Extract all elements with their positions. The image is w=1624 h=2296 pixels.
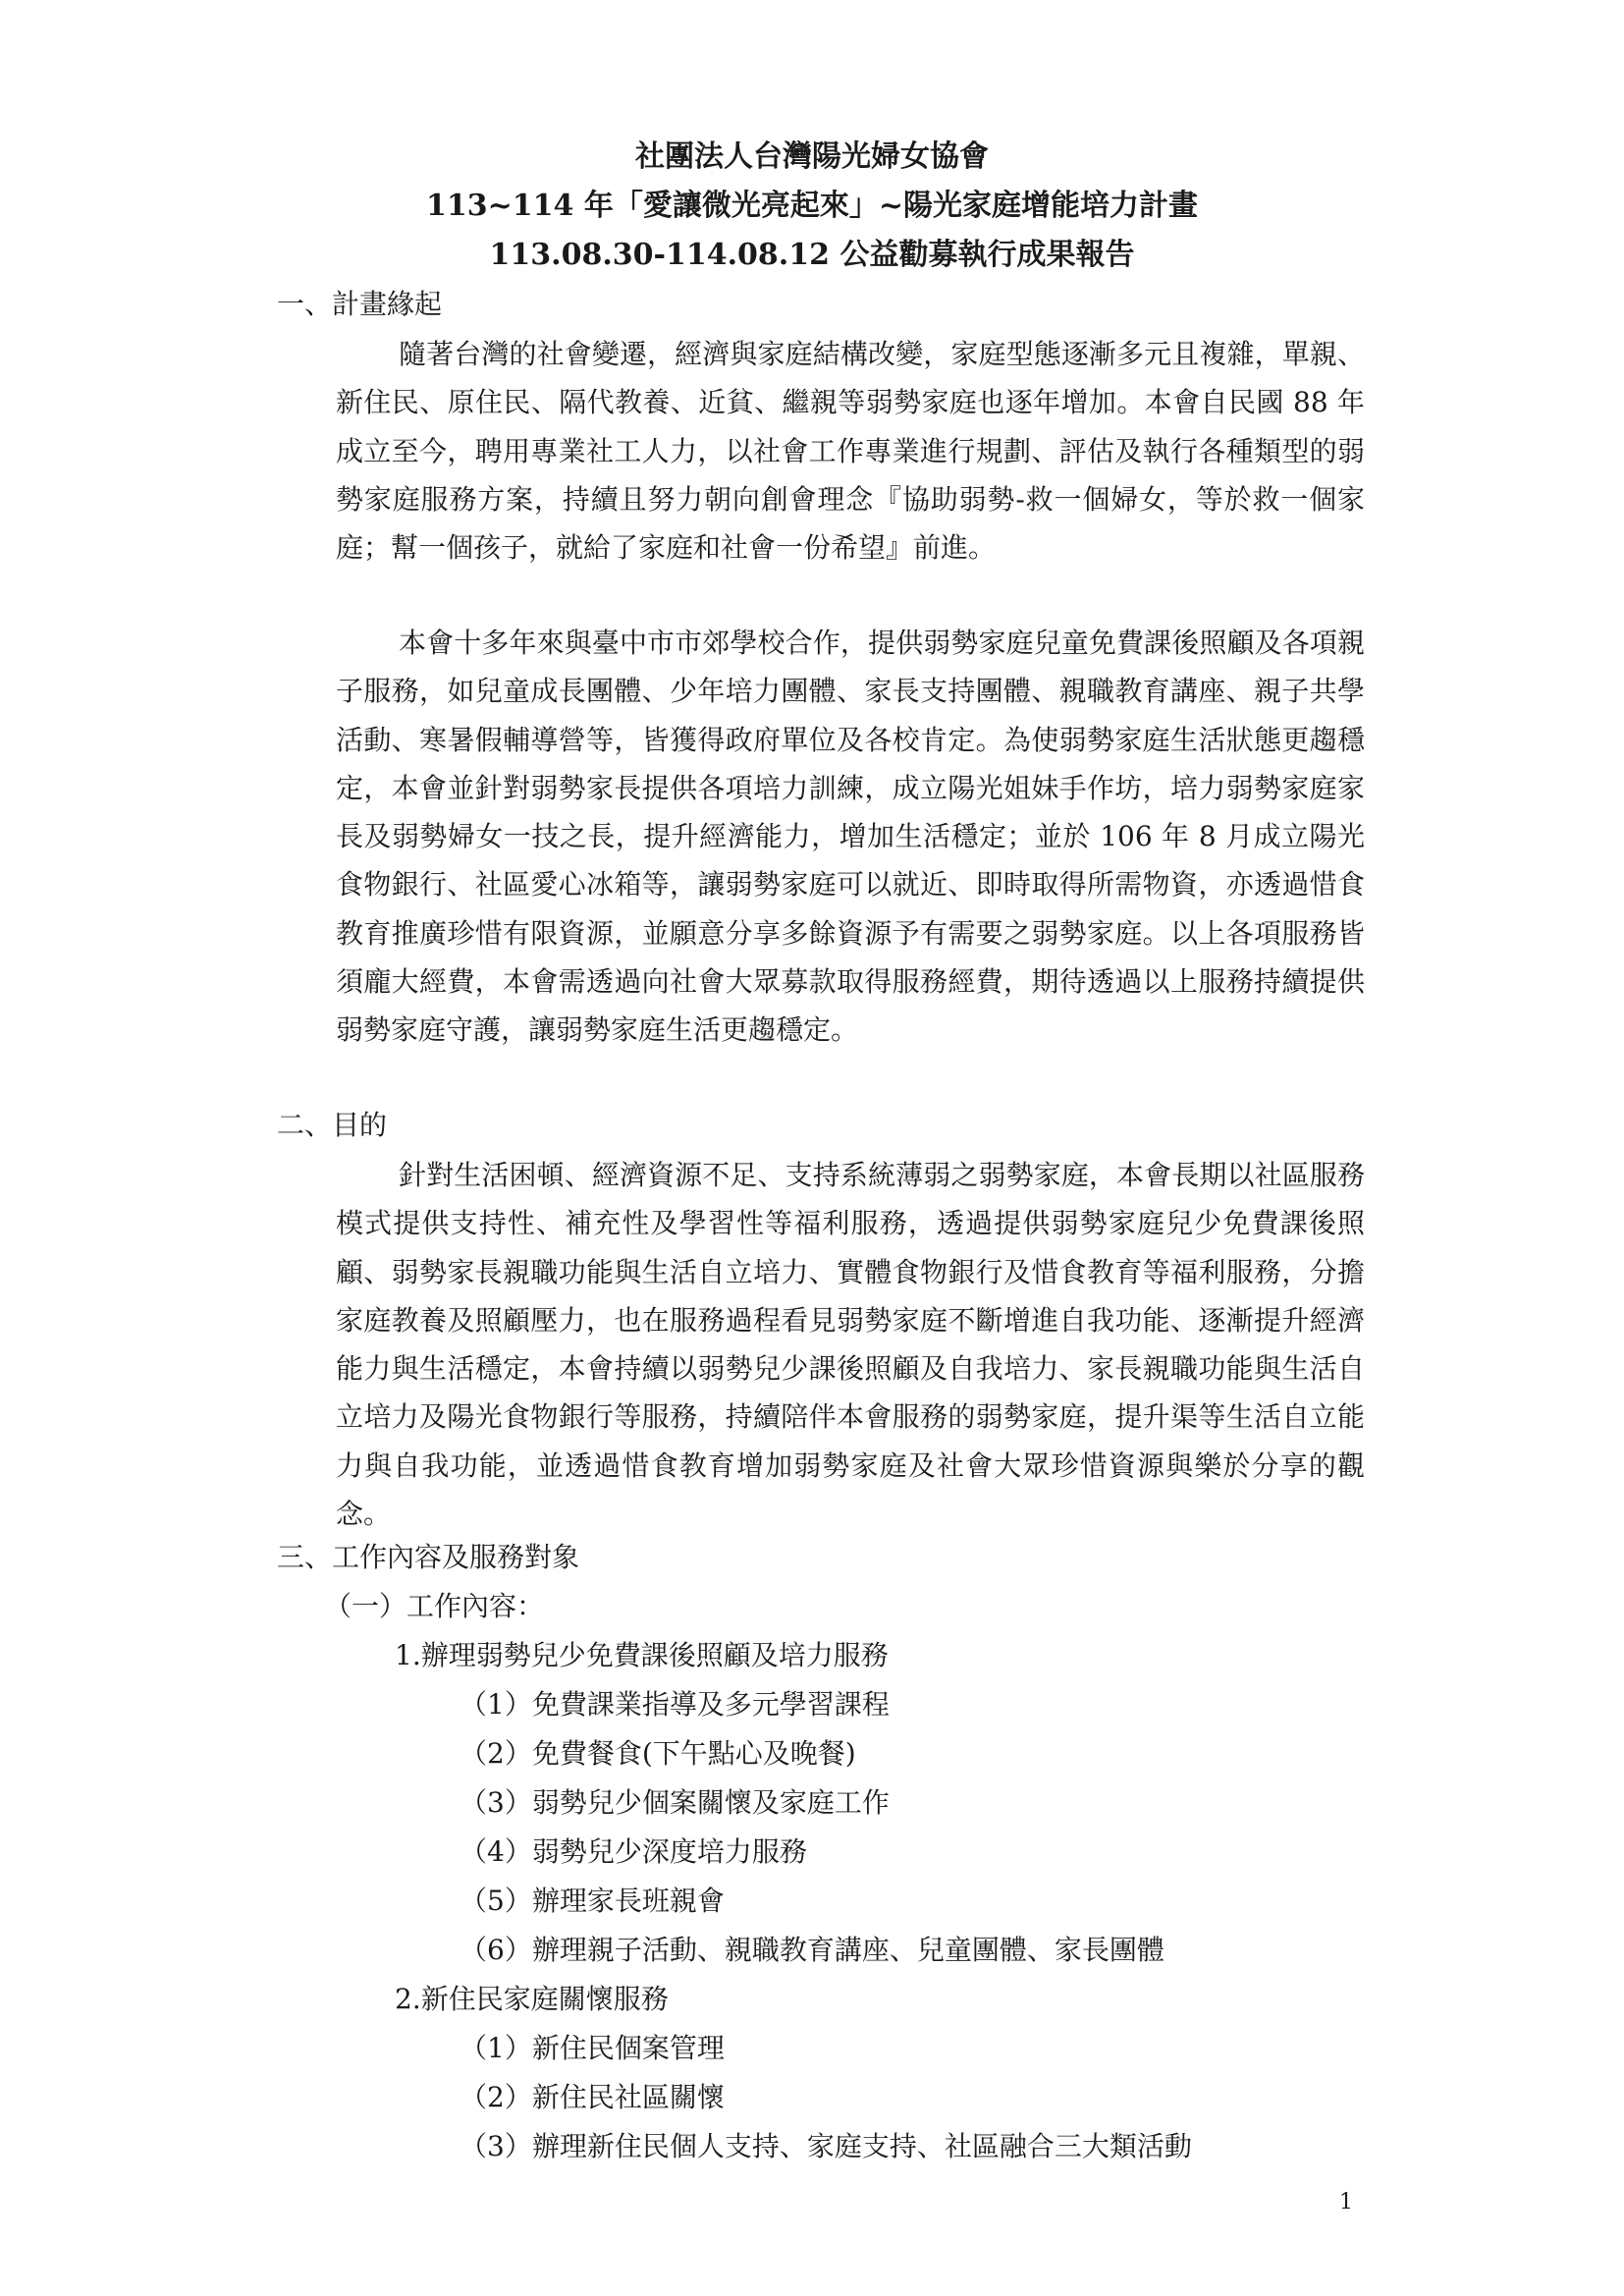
list-subitem: （2）免費餐食(下午點心及晚餐) — [460, 1737, 856, 1770]
paragraph-origin-2: 本會十多年來與臺中市市郊學校合作，提供弱勢家庭兒童免費課後照顧及各項親子服務，如兒童成長團體、少年培力團體、家長支持團體、親職教育講座、親子共學活動、寒暑假輔導營等，皆獲得政府單位及各校肯定。為使弱勢家庭生活狀態更趨穩定，本會並針對弱勢家長提供各項培力訓練，成立陽光姐妹手作坊，培力弱勢家庭家長及弱勢婦女一技之長，提升經濟能力，增加生活穩定；並於 106 年 8 月成立陽光食物銀行、社區愛心冰箱等，讓弱勢家庭可以就近、即時取得所需物資，亦透過惜食教育推廣珍惜有限資源，並願意分享多餘資源予有需要之弱勢家庭。以上各項服務皆須龐大經費，本會需透過向社會大眾募款取得服務經費，期待透過以上服務持續提供弱勢家庭守護，讓弱勢家庭生活更趨穩定。 — [336, 627, 1365, 1047]
report-title: 113.08.30-114.08.12 公益勸募執行成果報告 — [489, 238, 1135, 272]
paragraph-origin-1: 隨著台灣的社會變遷，經濟與家庭結構改變，家庭型態逐漸多元且複雜，單親、新住民、原住民、隔代教養、近貧、繼親等弱勢家庭也逐年增加。本會自民國 88 年成立至今，聘用專業社工人力，以社會工作專業進行規劃、評估及執行各種類型的弱勢家庭服務方案，持續且努力朝向創會理念『協助弱勢-救一個婦女，等於救一個家庭；幫一個孩子，就給了家庭和社會一份希望』前進。 — [336, 338, 1365, 565]
list-subitem: （3）弱勢兒少個案關懷及家庭工作 — [460, 1786, 890, 1819]
paragraph-purpose: 針對生活困頓、經濟資源不足、支持系統薄弱之弱勢家庭，本會長期以社區服務模式提供支持性、補充性及學習性等福利服務，透過提供弱勢家庭兒少免費課後照顧、弱勢家長親職功能與生活自立培力、實體食物銀行及惜食教育等福利服務，分擔家庭教養及照顧壓力，也在服務過程看見弱勢家庭不斷增進自我功能、逐漸提升經濟能力與生活穩定，本會持續以弱勢兒少課後照顧及自我培力、家長親職功能與生活自立培力及陽光食物銀行等服務，持續陪伴本會服務的弱勢家庭，提升渠等生活自立能力與自我功能，並透過惜食教育增加弱勢家庭及社會大眾珍惜資源與樂於分享的觀念。 — [336, 1159, 1365, 1531]
project-title: 113~114 年「愛讓微光亮起來」~陽光家庭增能培力計畫 — [426, 189, 1198, 223]
list-item-new-resident-care: 2.新住民家庭關懷服務 — [395, 1983, 669, 2015]
list-subitem: （1）免費課業指導及多元學習課程 — [460, 1688, 890, 1721]
page-number: 1 — [1339, 2190, 1353, 2214]
list-subitem: （2）新住民社區關懷 — [460, 2081, 725, 2113]
org-title: 社團法人台灣陽光婦女協會 — [635, 139, 989, 174]
list-subitem: （6）辦理親子活動、親職教育講座、兒童團體、家長團體 — [460, 1934, 1164, 1966]
section-heading-origin: 一、計畫緣起 — [277, 288, 443, 320]
list-subitem: （4）弱勢兒少深度培力服務 — [460, 1835, 807, 1868]
section-heading-purpose: 二、目的 — [277, 1109, 388, 1141]
list-subitem: （3）辦理新住民個人支持、家庭支持、社區融合三大類活動 — [460, 2130, 1192, 2162]
list-subitem: （5）辦理家長班親會 — [460, 1885, 725, 1917]
list-subitem: （1）新住民個案管理 — [460, 2032, 725, 2064]
subsection-work-content: （一）工作內容： — [324, 1590, 545, 1622]
section-heading-work: 三、工作內容及服務對象 — [277, 1541, 580, 1573]
list-item-after-school-care: 1.辦理弱勢兒少免費課後照顧及培力服務 — [395, 1639, 889, 1671]
